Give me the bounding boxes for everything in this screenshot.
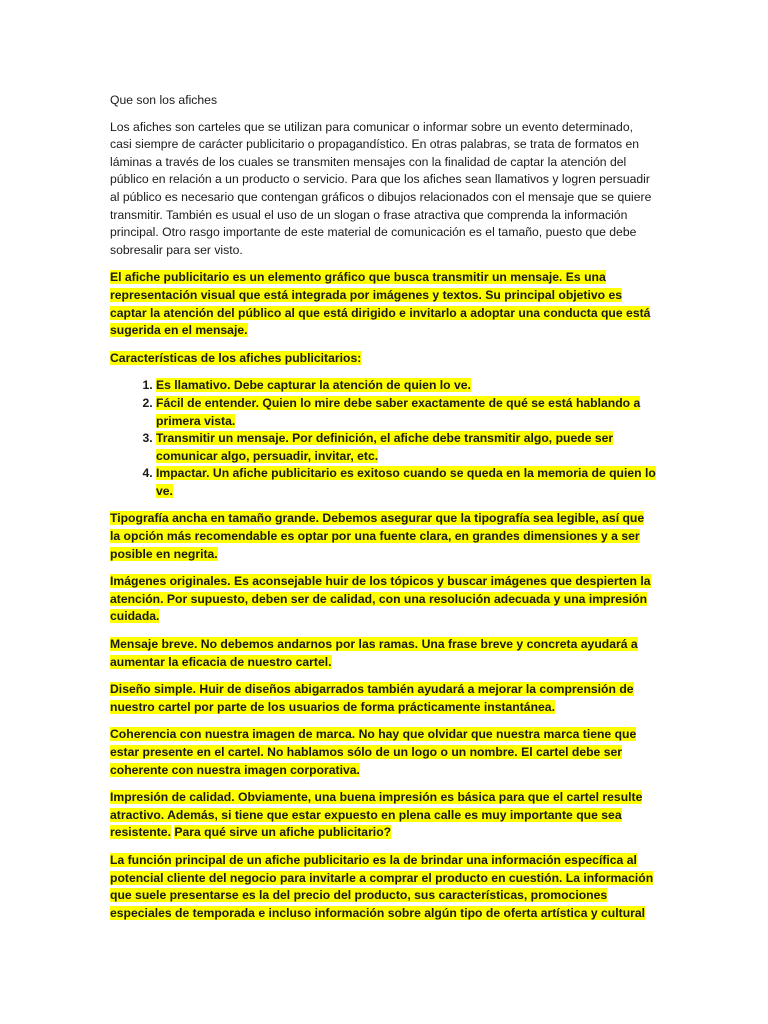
intro-paragraph xyxy=(110,119,656,260)
list-item-text: Es llamativo. Debe capturar la atención de quien lo ve. xyxy=(156,378,471,393)
typography-paragraph xyxy=(110,510,656,563)
images-text: Imágenes originales. Es aconsejable huir de los tópicos y buscar imágenes que despierten la atención. Por supuesto, deben ser de calidad, con una resolución adecuada y una impresión cuidada. xyxy=(110,574,651,624)
typography-text: Tipografía ancha en tamaño grande. Debemos asegurar que la tipografía sea legible, así que la opción más recomendable es optar por una fuente clara, en grandes dimensiones y a ser posible en negrita. xyxy=(110,511,645,561)
document-page xyxy=(110,92,656,932)
print-quality-paragraph xyxy=(110,789,656,842)
list-item-text: Transmitir un mensaje. Por definición, el afiche debe transmitir algo, puede ser comunicar algo, persuadir, invitar, etc. xyxy=(156,431,614,463)
purpose-paragraph xyxy=(110,852,656,922)
print-quality-text: Impresión de calidad. Obviamente, una buena impresión es básica para que el cartel resulte atractivo. Además, si tiene que estar expuesto en plena calle es muy importante que sea resistente. xyxy=(110,790,643,840)
purpose-text: La función principal de un afiche publicitario es la de brindar una información específica al potencial cliente del negocio para invitarle a comprar el producto en cuestión. La información que suele presentarse es la del precio del producto, sus características, promociones especiales de temporada e incluso información sobre algún tipo de oferta artística y cultural xyxy=(110,852,654,920)
design-paragraph xyxy=(110,681,656,716)
list-item-text: Impactar. Un afiche publicitario es exitoso cuando se queda en la memoria de quien lo ve. xyxy=(156,466,656,498)
characteristics-list xyxy=(110,377,656,500)
characteristics-heading-text: Características de los afiches publicitarios: xyxy=(110,350,362,365)
list-item xyxy=(156,430,656,465)
list-item xyxy=(156,377,656,395)
coherence-paragraph xyxy=(110,726,656,779)
list-item xyxy=(156,395,656,430)
images-paragraph xyxy=(110,573,656,626)
coherence-text: Coherencia con nuestra imagen de marca. No hay que olvidar que nuestra marca tiene que estar presente en el cartel. No hablamos sólo de un logo o un nombre. El cartel debe ser coherente con nuestra imagen corporativa. xyxy=(110,727,637,777)
definition-text: El afiche publicitario es un elemento gráfico que busca transmitir un mensaje. Es una representación visual que está integrada por imágenes y textos. Su principal objetivo es captar la atención del público al que está dirigido e invitarlo a adoptar una conducta que está sugerida en el mensaje. xyxy=(110,270,651,338)
list-item-text: Fácil de entender. Quien lo mire debe saber exactamente de qué se está hablando a primera vista. xyxy=(156,395,641,428)
list-item xyxy=(156,465,656,500)
message-paragraph xyxy=(110,636,656,671)
design-text: Diseño simple. Huir de diseños abigarrados también ayudará a mejorar la comprensión de nuestro cartel por parte de los usuarios de forma prácticamente instantánea. xyxy=(110,682,634,714)
intro-text: Los afiches son carteles que se utilizan para comunicar o informar sobre un evento determinado, casi siempre de carácter publicitario o propagandístico. En otras palabras, se trata de formatos en láminas a través de los cuales se transmiten mensajes con la finalidad de captar la atención del público en relación a un producto o servicio. Para que los afiches sean llamativos y logren persuadir al público es necesario que contengan gráficos o dibujos relacionados con el mensaje que se quiere transmitir. También es usual el uso de un slogan o frase atractiva que comprenda la información principal. Otro rasgo importante de este material de comunicación es el tamaño, puesto que debe sobresalir para ser visto. xyxy=(110,119,652,257)
purpose-question: Para qué sirve un afiche publicitario? xyxy=(174,825,392,840)
definition-paragraph xyxy=(110,269,656,339)
message-text: Mensaje breve. No debemos andarnos por las ramas. Una frase breve y concreta ayudará a aumentar la eficacia de nuestro cartel. xyxy=(110,637,638,669)
document-title: Que son los afiches xyxy=(110,93,218,107)
characteristics-heading xyxy=(110,350,656,368)
